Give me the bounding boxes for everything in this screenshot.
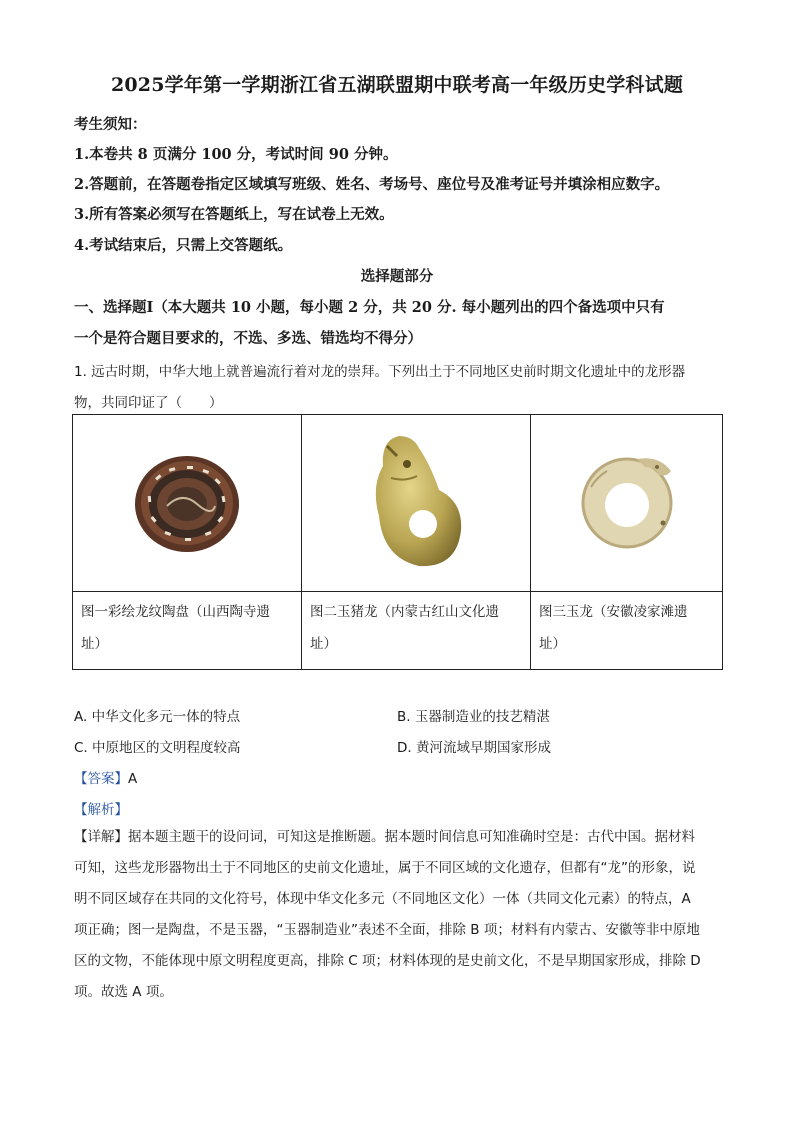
analysis-line-2: 可知，这些龙形器物出土于不同地区的史前文化遗址，属于不同区域的文化遗存，但都有“龙”的形象，说 <box>74 860 696 876</box>
figure-2-caption-line1: 图二玉猪龙（内蒙古红山文化遗 <box>310 604 499 620</box>
option-d: D. 黄河流域早期国家形成 <box>397 740 551 756</box>
part-one-instruction-line2: 一个是符合题目要求的，不选、多选、错选均不得分） <box>74 330 422 347</box>
option-a: A. 中华文化多元一体的特点 <box>74 709 241 725</box>
figure-3-caption <box>531 592 723 670</box>
figure-3-caption-line2: 址） <box>539 636 566 652</box>
answer-value: A <box>128 771 138 787</box>
analysis-line-3: 明不同区域存在共同的文化符号，体现中华文化多元（不同地区文化）一体（共同文化元素）的特点，A <box>74 891 691 907</box>
notice-item-2: 2.答题前，在答题卷指定区域填写班级、姓名、考场号、座位号及准考证号并填涂相应数字。 <box>74 176 670 193</box>
figure-2-caption <box>302 592 531 670</box>
page-title: 2025学年第一学期浙江省五湖联盟期中联考高一年级历史学科试题 <box>110 74 684 96</box>
option-b: B. 玉器制造业的技艺精湛 <box>397 709 550 725</box>
figure-1-caption <box>73 592 302 670</box>
painted-pottery-plate-icon <box>127 446 247 556</box>
figure-2-caption-line2: 址） <box>310 636 337 652</box>
figure-table <box>72 414 723 670</box>
jade-ring-dragon-icon <box>567 441 687 561</box>
section-heading: 选择题部分 <box>360 268 434 285</box>
notice-item-1: 1.本卷共 8 页满分 100 分，考试时间 90 分钟。 <box>74 146 398 163</box>
answer-tag: 【答案】 <box>74 771 128 787</box>
question-stem-line1: 1. 远古时期，中华大地上就普遍流行着对龙的崇拜。下列出土于不同地区史前时期文化遗址中的龙形器 <box>74 364 686 380</box>
jade-pig-dragon-icon <box>361 426 471 576</box>
analysis-line-4: 项正确；图一是陶盘，不是玉器，“玉器制造业”表述不全面，排除 B 项；材料有内蒙古、安徽等非中原地 <box>74 922 700 938</box>
notice-item-3: 3.所有答案必须写在答题纸上，写在试卷上无效。 <box>74 206 394 223</box>
analysis-line-1: 【详解】据本题主题干的设问词，可知这是推断题。据本题时间信息可知准确时空是：古代中国。据材料 <box>74 829 695 845</box>
figure-1-caption-line2: 址） <box>81 636 108 652</box>
analysis-line-6: 项。故选 A 项。 <box>74 984 173 1000</box>
analysis-tag: 【解析】 <box>74 802 128 818</box>
question-stem-line2: 物，共同印证了（ ） <box>74 395 223 411</box>
answer-line <box>74 767 137 787</box>
notice-heading: 考生须知： <box>74 116 147 133</box>
figure-3-caption-line1: 图三玉龙（安徽凌家滩遗 <box>539 604 688 620</box>
figure-1-cell <box>73 415 302 592</box>
figure-2-cell <box>302 415 531 592</box>
part-one-instruction-line1: 一、选择题Ⅰ（本大题共 10 小题，每小题 2 分，共 20 分. 每小题列出的四个备选项中只有 <box>74 299 665 316</box>
figure-3-cell <box>531 415 723 592</box>
option-c: C. 中原地区的文明程度较高 <box>74 740 241 756</box>
figure-1-caption-line1: 图一彩绘龙纹陶盘（山西陶寺遗 <box>81 604 270 620</box>
notice-item-4: 4.考试结束后，只需上交答题纸。 <box>74 237 293 254</box>
analysis-line-5: 区的文物，不能体现中原文明程度更高，排除 C 项；材料体现的是史前文化，不是早期国家形成，排除 D <box>74 953 701 969</box>
